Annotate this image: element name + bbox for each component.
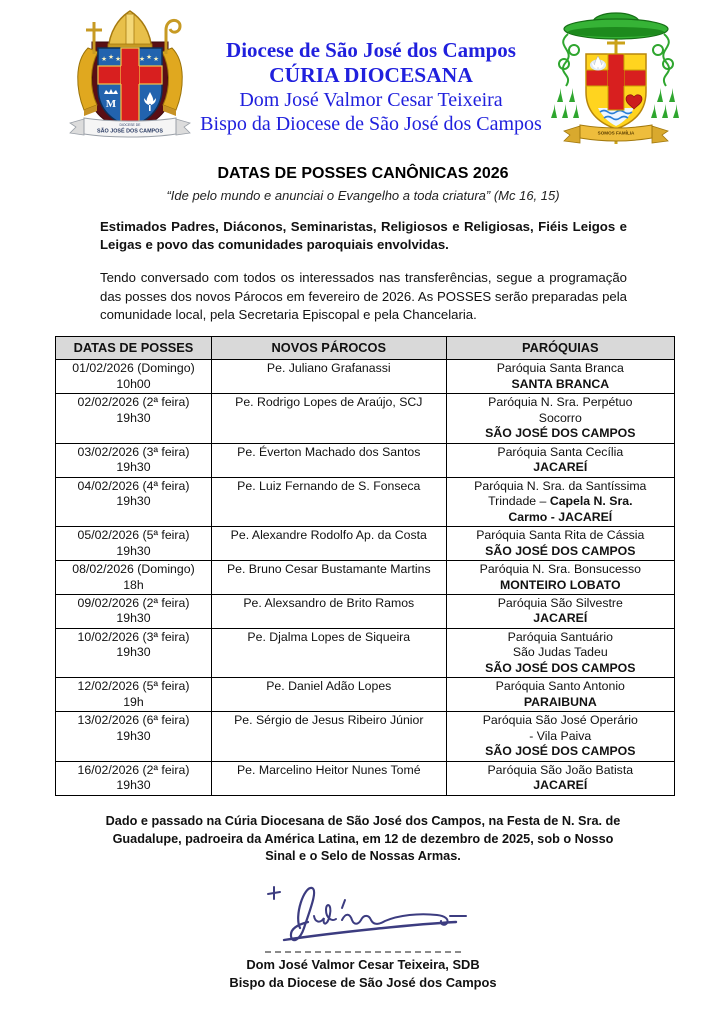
cell-parish: Paróquia Santa Rita de Cássia SÃO JOSÉ DOS CAMPOS: [446, 527, 674, 561]
table-row: [56, 594, 675, 628]
cell-priest: Pe. Daniel Adão Lopes: [211, 678, 446, 712]
cell-date: 10/02/2026 (3ª feira) 19h30: [56, 628, 212, 677]
column-header: PARÓQUIAS: [446, 337, 674, 360]
cell-parish: Paróquia N. Sra. Bonsucesso MONTEIRO LOBATO: [446, 561, 674, 595]
greeting-paragraph: Estimados Padres, Diáconos, Seminaristas, Religiosos e Religiosas, Fiéis Leigos e Leigas e povo das comunidades paroquiais envolvidas.: [100, 219, 627, 253]
cell-date: 03/02/2026 (3ª feira) 19h30: [56, 443, 212, 477]
svg-text:★: ★: [146, 53, 152, 61]
cell-priest: Pe. Éverton Machado dos Santos: [211, 443, 446, 477]
cell-priest: Pe. Djalma Lopes de Siqueira: [211, 628, 446, 677]
cell-date: 08/02/2026 (Domingo) 18h: [56, 561, 212, 595]
table-row: [56, 628, 675, 677]
table-row: [56, 477, 675, 526]
cell-date: 05/02/2026 (5ª feira) 19h30: [56, 527, 212, 561]
galero-icon: [564, 13, 668, 39]
curia-name: CÚRIA DIOCESANA: [269, 63, 473, 87]
bishop-crest-graphic: [546, 8, 686, 146]
cell-date: 02/02/2026 (2ª feira) 19h30: [56, 394, 212, 443]
scripture-quote: “Ide pelo mundo e anunciai o Evangelho a toda criatura” (Mc 16, 15): [166, 188, 560, 203]
column-header: DATAS DE POSSES: [56, 337, 212, 360]
bishop-name: Dom José Valmor Cesar Teixeira: [239, 89, 503, 111]
table-header-row: [56, 337, 675, 360]
mitre-icon: [108, 11, 152, 52]
cell-parish: Paróquia Santo Antonio PARAIBUNA: [446, 678, 674, 712]
cell-date: 04/02/2026 (4ª feira) 19h30: [56, 477, 212, 526]
cell-date: 12/02/2026 (5ª feira) 19h: [56, 678, 212, 712]
cell-parish: Paróquia Santa Branca SANTA BRANCA: [446, 360, 674, 394]
table-row: [56, 394, 675, 443]
table-row: [56, 360, 675, 394]
table-row: [56, 761, 675, 795]
cell-priest: Pe. Rodrigo Lopes de Araújo, SCJ: [211, 394, 446, 443]
bishop-banner: [564, 125, 668, 143]
cell-parish: Paróquia Santa Cecília JACAREÍ: [446, 443, 674, 477]
signature-block: [0, 870, 726, 991]
cell-priest: Pe. Luiz Fernando de S. Fonseca: [211, 477, 446, 526]
cell-parish: Paróquia São José Operário - Vila Paiva SÃO JOSÉ DOS CAMPOS: [446, 712, 674, 761]
svg-text:★: ★: [139, 55, 145, 63]
cell-parish: Paróquia São Silvestre JACAREÍ: [446, 594, 674, 628]
marian-monogram-icon: [104, 89, 118, 110]
cell-priest: Pe. Bruno Cesar Bustamante Martins: [211, 561, 446, 595]
svg-text:M: M: [105, 98, 117, 110]
cell-priest: Pe. Marcelino Heitor Nunes Tomé: [211, 761, 446, 795]
letterhead: [0, 0, 726, 151]
intro-paragraph: Tendo conversado com todos os interessados nas transferências, segue a programação das posses dos novos Párocos em fevereiro de 2026. As POSSES serão preparadas pela comunidade local, pela Secretaria Episcopal e pela Chancelaria.: [100, 270, 627, 322]
diocese-crest-graphic: [64, 8, 196, 142]
diocese-banner: [70, 118, 190, 137]
cell-priest: Pe. Juliano Grafanassi: [211, 360, 446, 394]
cell-parish: Paróquia São João Batista JACAREÍ: [446, 761, 674, 795]
signatory-name: Dom José Valmor Cesar Teixeira, SDB: [246, 957, 480, 973]
bishop-title: Bispo da Diocese de São José dos Campos: [200, 113, 542, 135]
bishop-shield: [586, 54, 646, 129]
posses-table: [55, 336, 675, 796]
cell-date: 16/02/2026 (2ª feira) 19h30: [56, 761, 212, 795]
closing-paragraph: Dado e passado na Cúria Diocesana de São José dos Campos, na Festa de N. Sra. de Guadalupe, padroeira da América Latina, em 12 de dezembro de 2025, sob o Nosso Sinal e o Selo de Nossas Armas.: [105, 813, 621, 864]
diocese-name: Diocese de São José dos Campos: [226, 38, 516, 62]
svg-text:★: ★: [101, 55, 107, 63]
bishop-motto: SOMOS FAMÍLIA: [597, 130, 635, 136]
cell-date: 01/02/2026 (Domingo) 10h00: [56, 360, 212, 394]
svg-text:★: ★: [115, 55, 121, 63]
table-row: [56, 678, 675, 712]
column-header: NOVOS PÁROCOS: [211, 337, 446, 360]
table-row: [56, 561, 675, 595]
letterhead-titles: [196, 8, 546, 136]
diocese-coat-of-arms: [64, 8, 196, 147]
diocese-banner-line2: SÃO JOSÉ DOS CAMPOS: [97, 128, 163, 135]
svg-text:★: ★: [108, 53, 114, 61]
cell-priest: Pe. Alexsandro de Brito Ramos: [211, 594, 446, 628]
signature-line: [265, 951, 461, 953]
svg-text:★: ★: [153, 55, 159, 63]
bishop-coat-of-arms: [546, 8, 686, 151]
cell-date: 13/02/2026 (6ª feira) 19h30: [56, 712, 212, 761]
cell-date: 09/02/2026 (2ª feira) 19h30: [56, 594, 212, 628]
cell-priest: Pe. Sérgio de Jesus Ribeiro Júnior: [211, 712, 446, 761]
table-row: [56, 443, 675, 477]
table-row: [56, 712, 675, 761]
table-row: [56, 527, 675, 561]
page-title: DATAS DE POSSES CANÔNICAS 2026: [217, 165, 509, 182]
cell-parish: Paróquia N. Sra. da Santíssima Trindade – Capela N. Sra. Carmo - JACAREÍ: [446, 477, 674, 526]
bishop-signature-icon: [238, 870, 488, 946]
cell-parish: Paróquia N. Sra. Perpétuo Socorro SÃO JOSÉ DOS CAMPOS: [446, 394, 674, 443]
cell-parish: Paróquia Santuário São Judas Tadeu SÃO JOSÉ DOS CAMPOS: [446, 628, 674, 677]
diocese-banner-line1: DIOCESE DE: [119, 123, 141, 127]
cell-priest: Pe. Alexandre Rodolfo Ap. da Costa: [211, 527, 446, 561]
signatory-title: Bispo da Diocese de São José dos Campos: [229, 974, 497, 990]
